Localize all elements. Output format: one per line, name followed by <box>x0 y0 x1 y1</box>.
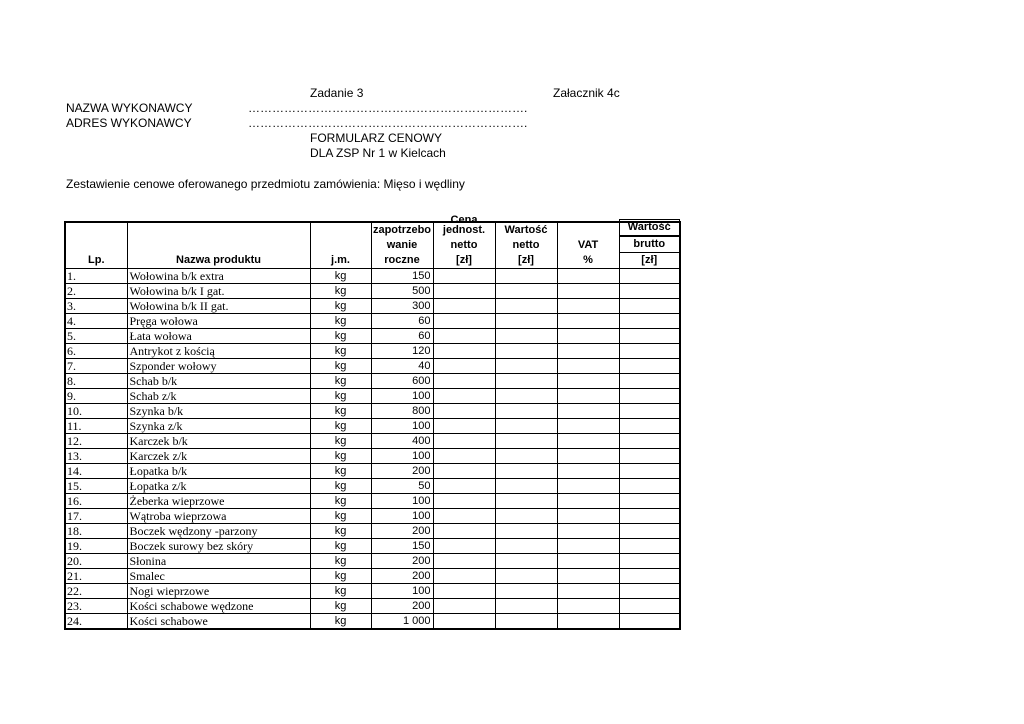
row-unit: kg <box>310 344 371 359</box>
row-product-name: Wątroba wieprzowa <box>127 509 310 524</box>
row-unit: kg <box>310 554 371 569</box>
row-annual-quantity: 100 <box>371 449 433 464</box>
table-row <box>65 524 680 539</box>
row-net-value-input[interactable] <box>495 464 557 479</box>
row-unit: kg <box>310 479 371 494</box>
row-gross-value-input[interactable] <box>619 584 680 599</box>
row-annual-quantity: 200 <box>371 554 433 569</box>
table-row <box>65 404 680 419</box>
row-product-name: Karczek b/k <box>127 434 310 449</box>
row-vat-input[interactable] <box>557 464 619 479</box>
table-row <box>65 584 680 599</box>
row-gross-value-input[interactable] <box>619 524 680 539</box>
row-gross-value-input[interactable] <box>619 419 680 434</box>
row-unit: kg <box>310 509 371 524</box>
row-annual-quantity: 100 <box>371 419 433 434</box>
col-net-value: Wartość netto [zł] <box>495 222 557 269</box>
row-unit-price-input[interactable] <box>433 329 495 344</box>
row-net-value-input[interactable] <box>495 374 557 389</box>
row-gross-value-input[interactable] <box>619 539 680 554</box>
row-unit-price-input[interactable] <box>433 419 495 434</box>
row-annual-quantity: 200 <box>371 464 433 479</box>
row-net-value-input[interactable] <box>495 524 557 539</box>
row-annual-quantity: 60 <box>371 314 433 329</box>
row-vat-input[interactable] <box>557 569 619 584</box>
row-lp: 18. <box>65 524 127 539</box>
row-vat-input[interactable] <box>557 419 619 434</box>
table-row <box>65 479 680 494</box>
row-unit-price-input[interactable] <box>433 539 495 554</box>
row-unit-price-input[interactable] <box>433 614 495 630</box>
row-unit: kg <box>310 614 371 630</box>
row-unit-price-input[interactable] <box>433 389 495 404</box>
row-net-value-input[interactable] <box>495 509 557 524</box>
row-product-name: Szynka z/k <box>127 419 310 434</box>
row-unit: kg <box>310 584 371 599</box>
row-lp: 22. <box>65 584 127 599</box>
row-lp: 12. <box>65 434 127 449</box>
table-row <box>65 539 680 554</box>
row-net-value-input[interactable] <box>495 269 557 284</box>
row-net-value-input[interactable] <box>495 479 557 494</box>
row-vat-input[interactable] <box>557 449 619 464</box>
row-gross-value-input[interactable] <box>619 509 680 524</box>
col-unit-price: Cena jednost. netto [zł] <box>433 222 495 269</box>
row-product-name: Łopatka z/k <box>127 479 310 494</box>
row-unit-price-input[interactable] <box>433 269 495 284</box>
row-annual-quantity: 60 <box>371 329 433 344</box>
table-row <box>65 464 680 479</box>
table-row <box>65 299 680 314</box>
row-net-value-input[interactable] <box>495 614 557 630</box>
row-unit: kg <box>310 494 371 509</box>
row-vat-input[interactable] <box>557 359 619 374</box>
row-vat-input[interactable] <box>557 344 619 359</box>
row-unit-price-input[interactable] <box>433 479 495 494</box>
row-vat-input[interactable] <box>557 404 619 419</box>
row-net-value-input[interactable] <box>495 539 557 554</box>
row-annual-quantity: 50 <box>371 479 433 494</box>
row-product-name: Wołowina b/k I gat. <box>127 284 310 299</box>
row-vat-input[interactable] <box>557 539 619 554</box>
row-unit: kg <box>310 299 371 314</box>
row-lp: 1. <box>65 269 127 284</box>
row-unit: kg <box>310 284 371 299</box>
row-product-name: Schab z/k <box>127 389 310 404</box>
row-product-name: Łopatka b/k <box>127 464 310 479</box>
row-annual-quantity: 400 <box>371 434 433 449</box>
row-unit: kg <box>310 404 371 419</box>
row-annual-quantity: 40 <box>371 359 433 374</box>
table-row <box>65 554 680 569</box>
row-unit: kg <box>310 389 371 404</box>
row-unit-price-input[interactable] <box>433 494 495 509</box>
table-row <box>65 314 680 329</box>
row-unit: kg <box>310 464 371 479</box>
row-lp: 4. <box>65 314 127 329</box>
row-lp: 20. <box>65 554 127 569</box>
row-unit-price-input[interactable] <box>433 434 495 449</box>
task-label: Zadanie 3 <box>310 86 364 100</box>
table-row <box>65 614 680 630</box>
row-vat-input[interactable] <box>557 509 619 524</box>
table-row <box>65 374 680 389</box>
contractor-name-field[interactable]: ……………………………………………………………. <box>248 101 528 115</box>
row-annual-quantity: 100 <box>371 509 433 524</box>
row-vat-input[interactable] <box>557 554 619 569</box>
row-vat-input[interactable] <box>557 584 619 599</box>
row-annual-quantity: 120 <box>371 344 433 359</box>
row-gross-value-input[interactable] <box>619 494 680 509</box>
table-row <box>65 434 680 449</box>
row-annual-quantity: 300 <box>371 299 433 314</box>
table-row <box>65 494 680 509</box>
row-product-name: Wołowina b/k II gat. <box>127 299 310 314</box>
row-vat-input[interactable] <box>557 314 619 329</box>
row-lp: 23. <box>65 599 127 614</box>
col-lp: Lp. <box>65 222 127 269</box>
row-net-value-input[interactable] <box>495 389 557 404</box>
row-net-value-input[interactable] <box>495 584 557 599</box>
row-lp: 5. <box>65 329 127 344</box>
form-title: FORMULARZ CENOWY <box>310 131 442 145</box>
row-vat-input[interactable] <box>557 299 619 314</box>
row-net-value-input[interactable] <box>495 434 557 449</box>
row-gross-value-input[interactable] <box>619 329 680 344</box>
row-net-value-input[interactable] <box>495 569 557 584</box>
summary-text: Zestawienie cenowe oferowanego przedmiotu zamówienia: Mięso i wędliny <box>66 177 465 191</box>
row-product-name: Boczek wędzony -parzony <box>127 524 310 539</box>
row-lp: 2. <box>65 284 127 299</box>
row-product-name: Słonina <box>127 554 310 569</box>
row-lp: 14. <box>65 464 127 479</box>
contractor-name-label: NAZWA WYKONAWCY <box>66 101 193 115</box>
row-gross-value-input[interactable] <box>619 389 680 404</box>
row-gross-value-input[interactable] <box>619 359 680 374</box>
row-lp: 6. <box>65 344 127 359</box>
row-lp: 10. <box>65 404 127 419</box>
row-lp: 8. <box>65 374 127 389</box>
row-unit: kg <box>310 374 371 389</box>
row-vat-input[interactable] <box>557 389 619 404</box>
row-product-name: Nogi wieprzowe <box>127 584 310 599</box>
row-annual-quantity: 600 <box>371 374 433 389</box>
row-product-name: Żeberka wieprzowe <box>127 494 310 509</box>
row-gross-value-input[interactable] <box>619 434 680 449</box>
row-vat-input[interactable] <box>557 614 619 630</box>
row-lp: 16. <box>65 494 127 509</box>
row-net-value-input[interactable] <box>495 329 557 344</box>
row-unit-price-input[interactable] <box>433 299 495 314</box>
table-row <box>65 389 680 404</box>
row-product-name: Pręga wołowa <box>127 314 310 329</box>
row-unit-price-input[interactable] <box>433 314 495 329</box>
row-lp: 21. <box>65 569 127 584</box>
row-unit-price-input[interactable] <box>433 554 495 569</box>
row-product-name: Wołowina b/k extra <box>127 269 310 284</box>
row-unit: kg <box>310 524 371 539</box>
row-product-name: Łata wołowa <box>127 329 310 344</box>
row-gross-value-input[interactable] <box>619 479 680 494</box>
row-vat-input[interactable] <box>557 434 619 449</box>
row-unit-price-input[interactable] <box>433 344 495 359</box>
col-vat: VAT % <box>557 222 619 269</box>
row-unit-price-input[interactable] <box>433 569 495 584</box>
table-row <box>65 329 680 344</box>
row-annual-quantity: 150 <box>371 269 433 284</box>
row-unit-price-input[interactable] <box>433 359 495 374</box>
row-product-name: Szynka b/k <box>127 404 310 419</box>
row-net-value-input[interactable] <box>495 344 557 359</box>
row-gross-value-input[interactable] <box>619 554 680 569</box>
row-lp: 19. <box>65 539 127 554</box>
row-vat-input[interactable] <box>557 524 619 539</box>
row-net-value-input[interactable] <box>495 359 557 374</box>
row-product-name: Karczek z/k <box>127 449 310 464</box>
table-row <box>65 269 680 284</box>
table-row <box>65 359 680 374</box>
row-unit-price-input[interactable] <box>433 449 495 464</box>
table-row <box>65 419 680 434</box>
row-vat-input[interactable] <box>557 284 619 299</box>
row-gross-value-input[interactable] <box>619 599 680 614</box>
row-unit-price-input[interactable] <box>433 374 495 389</box>
row-net-value-input[interactable] <box>495 419 557 434</box>
row-product-name: Antrykot z kością <box>127 344 310 359</box>
row-lp: 24. <box>65 614 127 630</box>
attachment-label: Załacznik 4c <box>553 86 620 100</box>
table-header-row <box>65 222 680 269</box>
row-vat-input[interactable] <box>557 329 619 344</box>
table-row <box>65 509 680 524</box>
row-vat-input[interactable] <box>557 269 619 284</box>
row-vat-input[interactable] <box>557 374 619 389</box>
row-annual-quantity: 100 <box>371 389 433 404</box>
row-unit-price-input[interactable] <box>433 584 495 599</box>
form-subtitle: DLA ZSP Nr 1 w Kielcach <box>310 146 446 160</box>
row-gross-value-input[interactable] <box>619 269 680 284</box>
row-net-value-input[interactable] <box>495 494 557 509</box>
row-lp: 7. <box>65 359 127 374</box>
col-name: Nazwa produktu <box>127 222 310 269</box>
row-product-name: Kości schabowe wędzone <box>127 599 310 614</box>
row-gross-value-input[interactable] <box>619 449 680 464</box>
row-net-value-input[interactable] <box>495 314 557 329</box>
contractor-address-label: ADRES WYKONAWCY <box>66 116 192 130</box>
row-annual-quantity: 200 <box>371 569 433 584</box>
row-product-name: Schab b/k <box>127 374 310 389</box>
row-net-value-input[interactable] <box>495 404 557 419</box>
row-annual-quantity: 200 <box>371 599 433 614</box>
row-product-name: Kości schabowe <box>127 614 310 630</box>
row-annual-quantity: 500 <box>371 284 433 299</box>
col-unit: j.m. <box>310 222 371 269</box>
table-row <box>65 344 680 359</box>
col-qty: zapotrzebo wanie roczne <box>371 222 433 269</box>
table-row <box>65 599 680 614</box>
row-gross-value-input[interactable] <box>619 299 680 314</box>
row-unit: kg <box>310 569 371 584</box>
row-annual-quantity: 1 000 <box>371 614 433 630</box>
row-unit: kg <box>310 269 371 284</box>
table-row <box>65 569 680 584</box>
row-vat-input[interactable] <box>557 479 619 494</box>
row-lp: 13. <box>65 449 127 464</box>
row-unit-price-input[interactable] <box>433 599 495 614</box>
row-gross-value-input[interactable] <box>619 284 680 299</box>
row-gross-value-input[interactable] <box>619 344 680 359</box>
row-net-value-input[interactable] <box>495 554 557 569</box>
row-lp: 11. <box>65 419 127 434</box>
row-gross-value-input[interactable] <box>619 614 680 630</box>
row-lp: 15. <box>65 479 127 494</box>
row-unit-price-input[interactable] <box>433 524 495 539</box>
row-unit: kg <box>310 419 371 434</box>
row-annual-quantity: 150 <box>371 539 433 554</box>
contractor-address-field[interactable]: ……………………………………………………………. <box>248 116 528 130</box>
row-unit: kg <box>310 359 371 374</box>
row-annual-quantity: 800 <box>371 404 433 419</box>
row-unit: kg <box>310 449 371 464</box>
row-gross-value-input[interactable] <box>619 464 680 479</box>
row-net-value-input[interactable] <box>495 599 557 614</box>
row-unit-price-input[interactable] <box>433 404 495 419</box>
row-unit: kg <box>310 599 371 614</box>
row-product-name: Smalec <box>127 569 310 584</box>
row-vat-input[interactable] <box>557 494 619 509</box>
row-gross-value-input[interactable] <box>619 374 680 389</box>
row-lp: 17. <box>65 509 127 524</box>
row-unit-price-input[interactable] <box>433 284 495 299</box>
row-annual-quantity: 100 <box>371 494 433 509</box>
table-row <box>65 449 680 464</box>
row-unit-price-input[interactable] <box>433 509 495 524</box>
row-unit: kg <box>310 314 371 329</box>
row-gross-value-input[interactable] <box>619 569 680 584</box>
row-vat-input[interactable] <box>557 599 619 614</box>
row-unit-price-input[interactable] <box>433 464 495 479</box>
price-table <box>64 214 681 630</box>
row-product-name: Boczek surowy bez skóry <box>127 539 310 554</box>
row-lp: 9. <box>65 389 127 404</box>
row-lp: 3. <box>65 299 127 314</box>
row-unit: kg <box>310 434 371 449</box>
row-net-value-input[interactable] <box>495 299 557 314</box>
row-unit: kg <box>310 329 371 344</box>
row-net-value-input[interactable] <box>495 284 557 299</box>
row-unit: kg <box>310 539 371 554</box>
table-row <box>65 284 680 299</box>
row-annual-quantity: 100 <box>371 584 433 599</box>
row-gross-value-input[interactable] <box>619 314 680 329</box>
row-annual-quantity: 200 <box>371 524 433 539</box>
row-gross-value-input[interactable] <box>619 404 680 419</box>
row-net-value-input[interactable] <box>495 449 557 464</box>
row-product-name: Szponder wołowy <box>127 359 310 374</box>
col-gross-value: Wartość brutto [zł] <box>619 222 680 269</box>
